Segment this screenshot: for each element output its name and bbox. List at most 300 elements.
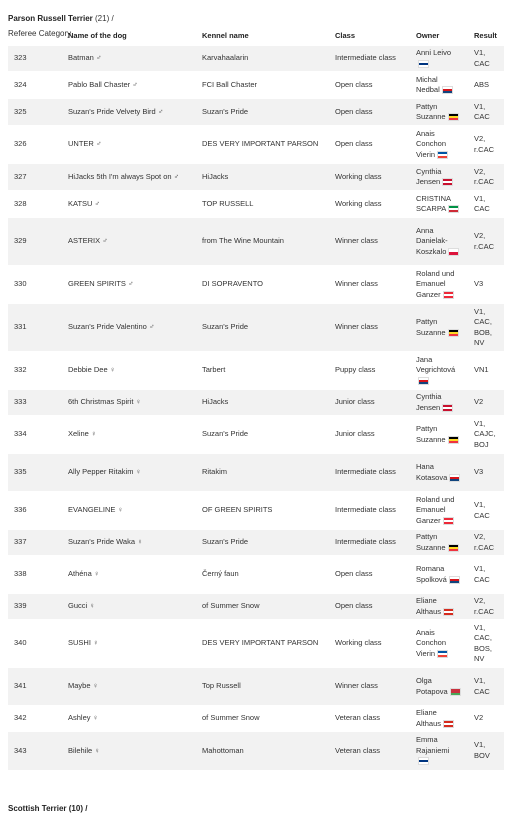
dog-name-cell (62, 266, 196, 304)
table-row (8, 99, 504, 126)
owner-cell (410, 492, 468, 530)
class-name: Junior class (329, 390, 410, 416)
kennel-name: from The Wine Mountain (196, 218, 329, 266)
owner-name-line: CRISTINA (416, 193, 452, 203)
class-name: Intermediate class (329, 454, 410, 492)
flag-fi-icon (418, 757, 429, 765)
flag-be-icon (448, 544, 459, 552)
kennel-name: Mahottoman (196, 732, 329, 770)
female-icon: ♀ (90, 429, 97, 439)
owner-name-line: Emanuel (416, 279, 446, 289)
dog-name-cell (62, 99, 196, 126)
dog-name: GREEN SPIRITS (68, 279, 126, 289)
result-line: CAJC, (474, 429, 496, 439)
dog-name-cell (62, 668, 196, 706)
result-line: V2, (474, 596, 486, 605)
result-cell (468, 732, 504, 770)
dog-name: Athéna (68, 569, 92, 579)
flag-it-icon (448, 205, 459, 213)
female-icon: ♀ (92, 713, 99, 723)
flag-ch-icon (443, 608, 454, 616)
kennel-name: OF GREEN SPIRITS (196, 492, 329, 530)
owner-name-line: Romana (416, 564, 445, 573)
result-line: V2, (474, 166, 486, 176)
owner-name-line: Althaus (416, 606, 442, 616)
owner-name-line: Danielak- (416, 236, 448, 246)
breed-heading (8, 14, 114, 24)
table-row (8, 416, 504, 454)
owner-cell (410, 266, 468, 304)
owner-name-line: Anni Leivo (416, 48, 452, 57)
table-row (8, 218, 504, 266)
result-cell (468, 218, 504, 266)
catalogue-number: 343 (8, 732, 62, 770)
dog-name-cell (62, 46, 196, 72)
owner-cell (410, 164, 468, 191)
owner-cell (410, 191, 468, 218)
result-line: V1, (474, 48, 486, 57)
result-line: r.CAC (474, 606, 495, 616)
class-name: Winner class (329, 266, 410, 304)
result-cell (468, 594, 504, 620)
owner-name-line: Michal (416, 74, 438, 84)
table-row (8, 46, 504, 72)
class-name: Winner class (329, 218, 410, 266)
kennel-name: Ritakim (196, 454, 329, 492)
flag-at-icon (443, 291, 454, 299)
result-cell (468, 72, 504, 99)
flag-fi-icon (418, 60, 429, 68)
flag-be-icon (448, 329, 459, 337)
owner-name-line: Olga (416, 676, 432, 685)
table-row (8, 668, 504, 706)
dog-name: ASTERIX (68, 236, 101, 246)
result-cell (468, 556, 504, 594)
result-line: V3 (474, 279, 484, 289)
catalogue-number: 338 (8, 556, 62, 594)
kennel-name: of Summer Snow (196, 594, 329, 620)
catalogue-number: 331 (8, 304, 62, 352)
catalogue-number: 325 (8, 99, 62, 126)
flag-cz-icon (449, 576, 460, 584)
class-name: Junior class (329, 416, 410, 454)
owner-cell (410, 732, 468, 770)
result-cell (468, 530, 504, 556)
dog-name-cell (62, 454, 196, 492)
kennel-name: Suzan's Pride (196, 304, 329, 352)
result-line: CAC (474, 686, 490, 696)
col-header-catalogue (8, 27, 62, 46)
dog-name: Gucci (68, 601, 88, 611)
dog-name: Ally Pepper Ritakim (68, 467, 134, 477)
flag-cz-icon (449, 474, 460, 482)
dog-name: Ashley (68, 713, 91, 723)
result-line: V1, (474, 101, 486, 111)
kennel-name: DES VERY IMPORTANT PARSON (196, 620, 329, 668)
owner-name-line: Anais (416, 627, 435, 637)
table-row (8, 191, 504, 218)
kennel-name: Suzan's Pride (196, 416, 329, 454)
table-row (8, 706, 504, 732)
dog-name-cell (62, 72, 196, 99)
result-cell (468, 668, 504, 706)
result-line: V1, (474, 622, 486, 632)
kennel-name: Suzan's Pride (196, 530, 329, 556)
result-line: CAC (474, 58, 490, 68)
col-header-dog: Name of the dog (68, 30, 127, 40)
table-row (8, 352, 504, 390)
catalogue-number: 337 (8, 530, 62, 556)
owner-name-line: Jensen (416, 177, 441, 186)
owner-name-line: Eliane (416, 596, 437, 605)
result-line: NV (474, 338, 485, 347)
result-line: r.CAC (474, 177, 495, 186)
owner-cell (410, 668, 468, 706)
owner-name-line: Pattyn (416, 101, 438, 111)
result-line: V1, (474, 193, 486, 203)
flag-be-icon (448, 113, 459, 121)
result-cell (468, 454, 504, 492)
male-icon: ♂ (157, 106, 164, 116)
table-header-row (8, 27, 504, 46)
table-row (8, 556, 504, 594)
result-line: r.CAC (474, 144, 495, 154)
kennel-name: TOP RUSSELL (196, 191, 329, 218)
kennel-name: Karvahaalarin (196, 46, 329, 72)
dog-name: Suzan's Pride Waka (68, 537, 136, 547)
result-cell (468, 99, 504, 126)
result-line: r.CAC (474, 542, 495, 552)
class-name: Intermediate class (329, 492, 410, 530)
dog-name: Debbie Dee (68, 365, 108, 375)
catalogue-number: 326 (8, 126, 62, 164)
dog-name-cell (62, 126, 196, 164)
owner-cell (410, 218, 468, 266)
owner-name-line: Ganzer (416, 289, 441, 299)
owner-name-line: Suzanne (416, 542, 446, 552)
class-name: Open class (329, 126, 410, 164)
next-breed-heading: Scottish Terrier (10) / (8, 804, 88, 813)
owner-name-line: Jana (416, 354, 433, 364)
owner-name-line: Emanuel (416, 505, 446, 515)
result-line: BOV (474, 750, 490, 760)
owner-cell (410, 594, 468, 620)
catalogue-number: 327 (8, 164, 62, 191)
owner-name-line: Cynthia (416, 392, 442, 401)
kennel-name: Suzan's Pride (196, 99, 329, 126)
dog-name-cell (62, 732, 196, 770)
result-cell (468, 126, 504, 164)
female-icon: ♀ (89, 601, 95, 611)
catalogue-number: 333 (8, 390, 62, 416)
owner-cell (410, 530, 468, 556)
owner-name-line: Kotasova (416, 472, 448, 482)
breed-count: (21) / (95, 14, 114, 23)
table-row (8, 164, 504, 191)
result-cell (468, 304, 504, 352)
catalogue-number: 334 (8, 416, 62, 454)
owner-cell (410, 556, 468, 594)
result-line: V1, (474, 676, 486, 685)
catalogue-number: 342 (8, 706, 62, 732)
owner-name-line: Pattyn (416, 532, 438, 541)
female-icon: ♀ (93, 638, 99, 648)
flag-at-icon (443, 517, 454, 525)
kennel-name: HiJacks (196, 164, 329, 191)
class-name: Intermediate class (329, 530, 410, 556)
flag-fr-icon (437, 151, 448, 159)
result-cell (468, 46, 504, 72)
result-line: V1, (474, 564, 486, 573)
dog-name-cell (62, 218, 196, 266)
class-name: Puppy class (329, 352, 410, 390)
result-cell (468, 191, 504, 218)
owner-name-line: Rajaniemi (416, 745, 450, 755)
result-line: V2, (474, 532, 486, 541)
owner-name-line: Suzanne (416, 112, 446, 121)
owner-name-line: Nedbal (416, 85, 440, 94)
owner-name-line: Althaus (416, 718, 442, 728)
kennel-name: FCI Ball Chaster (196, 72, 329, 99)
flag-pl-icon (448, 248, 459, 256)
result-cell (468, 706, 504, 732)
female-icon: ♀ (94, 745, 100, 755)
dog-name: SUSHI (68, 638, 91, 648)
table-row (8, 530, 504, 556)
result-line: V1, (474, 740, 486, 750)
male-icon: ♂ (95, 53, 102, 63)
catalogue-number: 328 (8, 191, 62, 218)
male-icon: ♂ (132, 79, 138, 89)
owner-name-line: Conchon (416, 638, 447, 648)
dog-name-cell (62, 352, 196, 390)
male-icon: ♂ (173, 171, 180, 181)
catalogue-number: 341 (8, 668, 62, 706)
dog-name-cell (62, 706, 196, 732)
result-line: BOJ (474, 439, 489, 449)
kennel-name: DI SOPRAVENTO (196, 266, 329, 304)
catalogue-number: 330 (8, 266, 62, 304)
result-line: CAC (474, 510, 490, 520)
flag-dk-icon (442, 178, 453, 186)
table-row (8, 126, 504, 164)
dog-name: Bilehile (68, 745, 93, 755)
catalogue-number: 323 (8, 46, 62, 72)
flag-be-icon (448, 436, 459, 444)
result-line: BOS, (474, 643, 492, 653)
catalogue-number: 336 (8, 492, 62, 530)
table-row (8, 390, 504, 416)
result-line: V1, (474, 306, 486, 316)
owner-name-line: Cynthia (416, 166, 442, 176)
breed-name: Parson Russell Terrier (8, 14, 93, 23)
owner-cell (410, 304, 468, 352)
class-name: Working class (329, 191, 410, 218)
table-row (8, 492, 504, 530)
owner-cell (410, 46, 468, 72)
result-line: NV (474, 654, 485, 663)
owner-cell (410, 454, 468, 492)
dog-name-cell (62, 530, 196, 556)
dog-name: Suzan's Pride Velvety Bird (68, 106, 156, 116)
flag-cz-icon (442, 86, 453, 94)
results-table (8, 27, 504, 770)
result-line: V3 (474, 467, 484, 477)
dog-name-cell (62, 620, 196, 668)
col-header-result: Result (474, 30, 497, 40)
catalogue-number: 339 (8, 594, 62, 620)
male-icon: ♂ (148, 322, 155, 332)
class-name: Open class (329, 556, 410, 594)
male-icon: ♂ (128, 279, 134, 289)
owner-name-line: Hana (416, 462, 434, 471)
table-row (8, 454, 504, 492)
col-header-kennel: Kennel name (202, 30, 249, 40)
catalogue-number: 324 (8, 72, 62, 99)
result-line: V2, (474, 134, 486, 143)
dog-name: EVANGELINE (68, 505, 116, 515)
owner-cell (410, 352, 468, 390)
owner-name-line: Spolková (416, 574, 447, 584)
owner-name-line: Conchon (416, 139, 447, 149)
table-row (8, 594, 504, 620)
owner-cell (410, 126, 468, 164)
dog-name-cell (62, 416, 196, 454)
female-icon: ♀ (117, 505, 124, 515)
class-name: Open class (329, 72, 410, 99)
kennel-name: DES VERY IMPORTANT PARSON (196, 126, 329, 164)
result-line: BOB, (474, 327, 492, 337)
table-row (8, 620, 504, 668)
dog-name-cell (62, 492, 196, 530)
owner-name-line: Pattyn (416, 317, 438, 326)
owner-name-line: Suzanne (416, 327, 446, 337)
male-icon: ♂ (102, 236, 108, 246)
result-cell (468, 164, 504, 191)
owner-name-line: Pattyn (416, 424, 438, 433)
dog-name: Batman (68, 53, 94, 63)
owner-name-line: SCARPA (416, 204, 447, 213)
class-name: Intermediate class (329, 46, 410, 72)
owner-name-line: Vierin (416, 149, 436, 159)
result-cell (468, 352, 504, 390)
result-line: V1, (474, 500, 486, 509)
class-name: Winner class (329, 304, 410, 352)
owner-cell (410, 99, 468, 126)
dog-name-cell (62, 556, 196, 594)
result-cell (468, 390, 504, 416)
female-icon: ♀ (92, 681, 99, 691)
result-line: r.CAC (474, 241, 495, 251)
catalogue-number: 340 (8, 620, 62, 668)
result-line: V1, (474, 418, 486, 428)
dog-name: KATSU (68, 198, 93, 208)
female-icon: ♀ (137, 537, 143, 547)
table-row (8, 72, 504, 99)
class-name: Working class (329, 620, 410, 668)
dog-name: Suzan's Pride Valentino (68, 322, 147, 332)
male-icon: ♂ (95, 139, 102, 149)
category-label: Category (38, 29, 72, 38)
owner-name-line: Potapova (416, 686, 448, 696)
class-name: Veteran class (329, 732, 410, 770)
female-icon: ♀ (135, 467, 142, 477)
owner-cell (410, 390, 468, 416)
dog-name: Maybe (68, 681, 91, 691)
owner-name-line: Ganzer (416, 515, 441, 525)
catalogue-number: 329 (8, 218, 62, 266)
dog-name-cell (62, 164, 196, 191)
owner-name-line: Roland und (416, 494, 455, 504)
flag-fr-icon (437, 650, 448, 658)
owner-name-line: Anna (416, 225, 434, 235)
owner-name-line: Roland und (416, 268, 455, 278)
female-icon: ♀ (135, 397, 142, 407)
catalogue-number: 332 (8, 352, 62, 390)
male-icon: ♂ (94, 198, 101, 208)
female-icon: ♀ (109, 365, 116, 375)
result-cell (468, 266, 504, 304)
flag-by-icon (450, 688, 461, 696)
result-line: CAC (474, 112, 490, 121)
flag-ch-icon (443, 720, 454, 728)
dog-name: Pablo Ball Chaster (68, 79, 131, 89)
dog-name: UNTER (68, 139, 94, 149)
dog-name: Xeline (68, 429, 89, 439)
kennel-name: Černý faun (196, 556, 329, 594)
referee-label: Referee (8, 29, 37, 38)
owner-cell (410, 620, 468, 668)
result-line: CAC, (474, 317, 492, 326)
owner-cell (410, 72, 468, 99)
dog-name-cell (62, 390, 196, 416)
result-line: V2 (474, 397, 484, 407)
col-header-class: Class (335, 30, 356, 40)
owner-name-line: Jensen (416, 402, 441, 412)
class-name: Working class (329, 164, 410, 191)
owner-name-line: Emma (416, 735, 438, 744)
dog-name-cell (62, 191, 196, 218)
class-name: Open class (329, 594, 410, 620)
result-line: VN1 (474, 365, 489, 375)
result-cell (468, 492, 504, 530)
dog-name: 6th Christmas Spirit (68, 397, 134, 407)
owner-cell (410, 706, 468, 732)
owner-cell (410, 416, 468, 454)
table-row (8, 304, 504, 352)
result-line: V2, (474, 231, 486, 240)
dog-name: HiJacks 5th I'm always Spot on (68, 171, 172, 181)
dog-name-cell (62, 594, 196, 620)
flag-dk-icon (442, 404, 453, 412)
result-line: CAC (474, 574, 490, 584)
class-name: Veteran class (329, 706, 410, 732)
owner-name-line: Eliane (416, 708, 437, 717)
owner-name-line: Vierin (416, 648, 436, 658)
kennel-name: of Summer Snow (196, 706, 329, 732)
flag-cz-icon (418, 377, 429, 385)
table-row (8, 266, 504, 304)
col-header-owner: Owner (416, 30, 440, 40)
owner-name-line: Suzanne (416, 434, 446, 444)
kennel-name: Tarbert (196, 352, 329, 390)
class-name: Winner class (329, 668, 410, 706)
owner-name-line: Anais (416, 128, 435, 138)
result-line: V2 (474, 713, 484, 723)
female-icon: ♀ (93, 569, 100, 579)
kennel-name: Top Russell (196, 668, 329, 706)
table-row (8, 732, 504, 770)
